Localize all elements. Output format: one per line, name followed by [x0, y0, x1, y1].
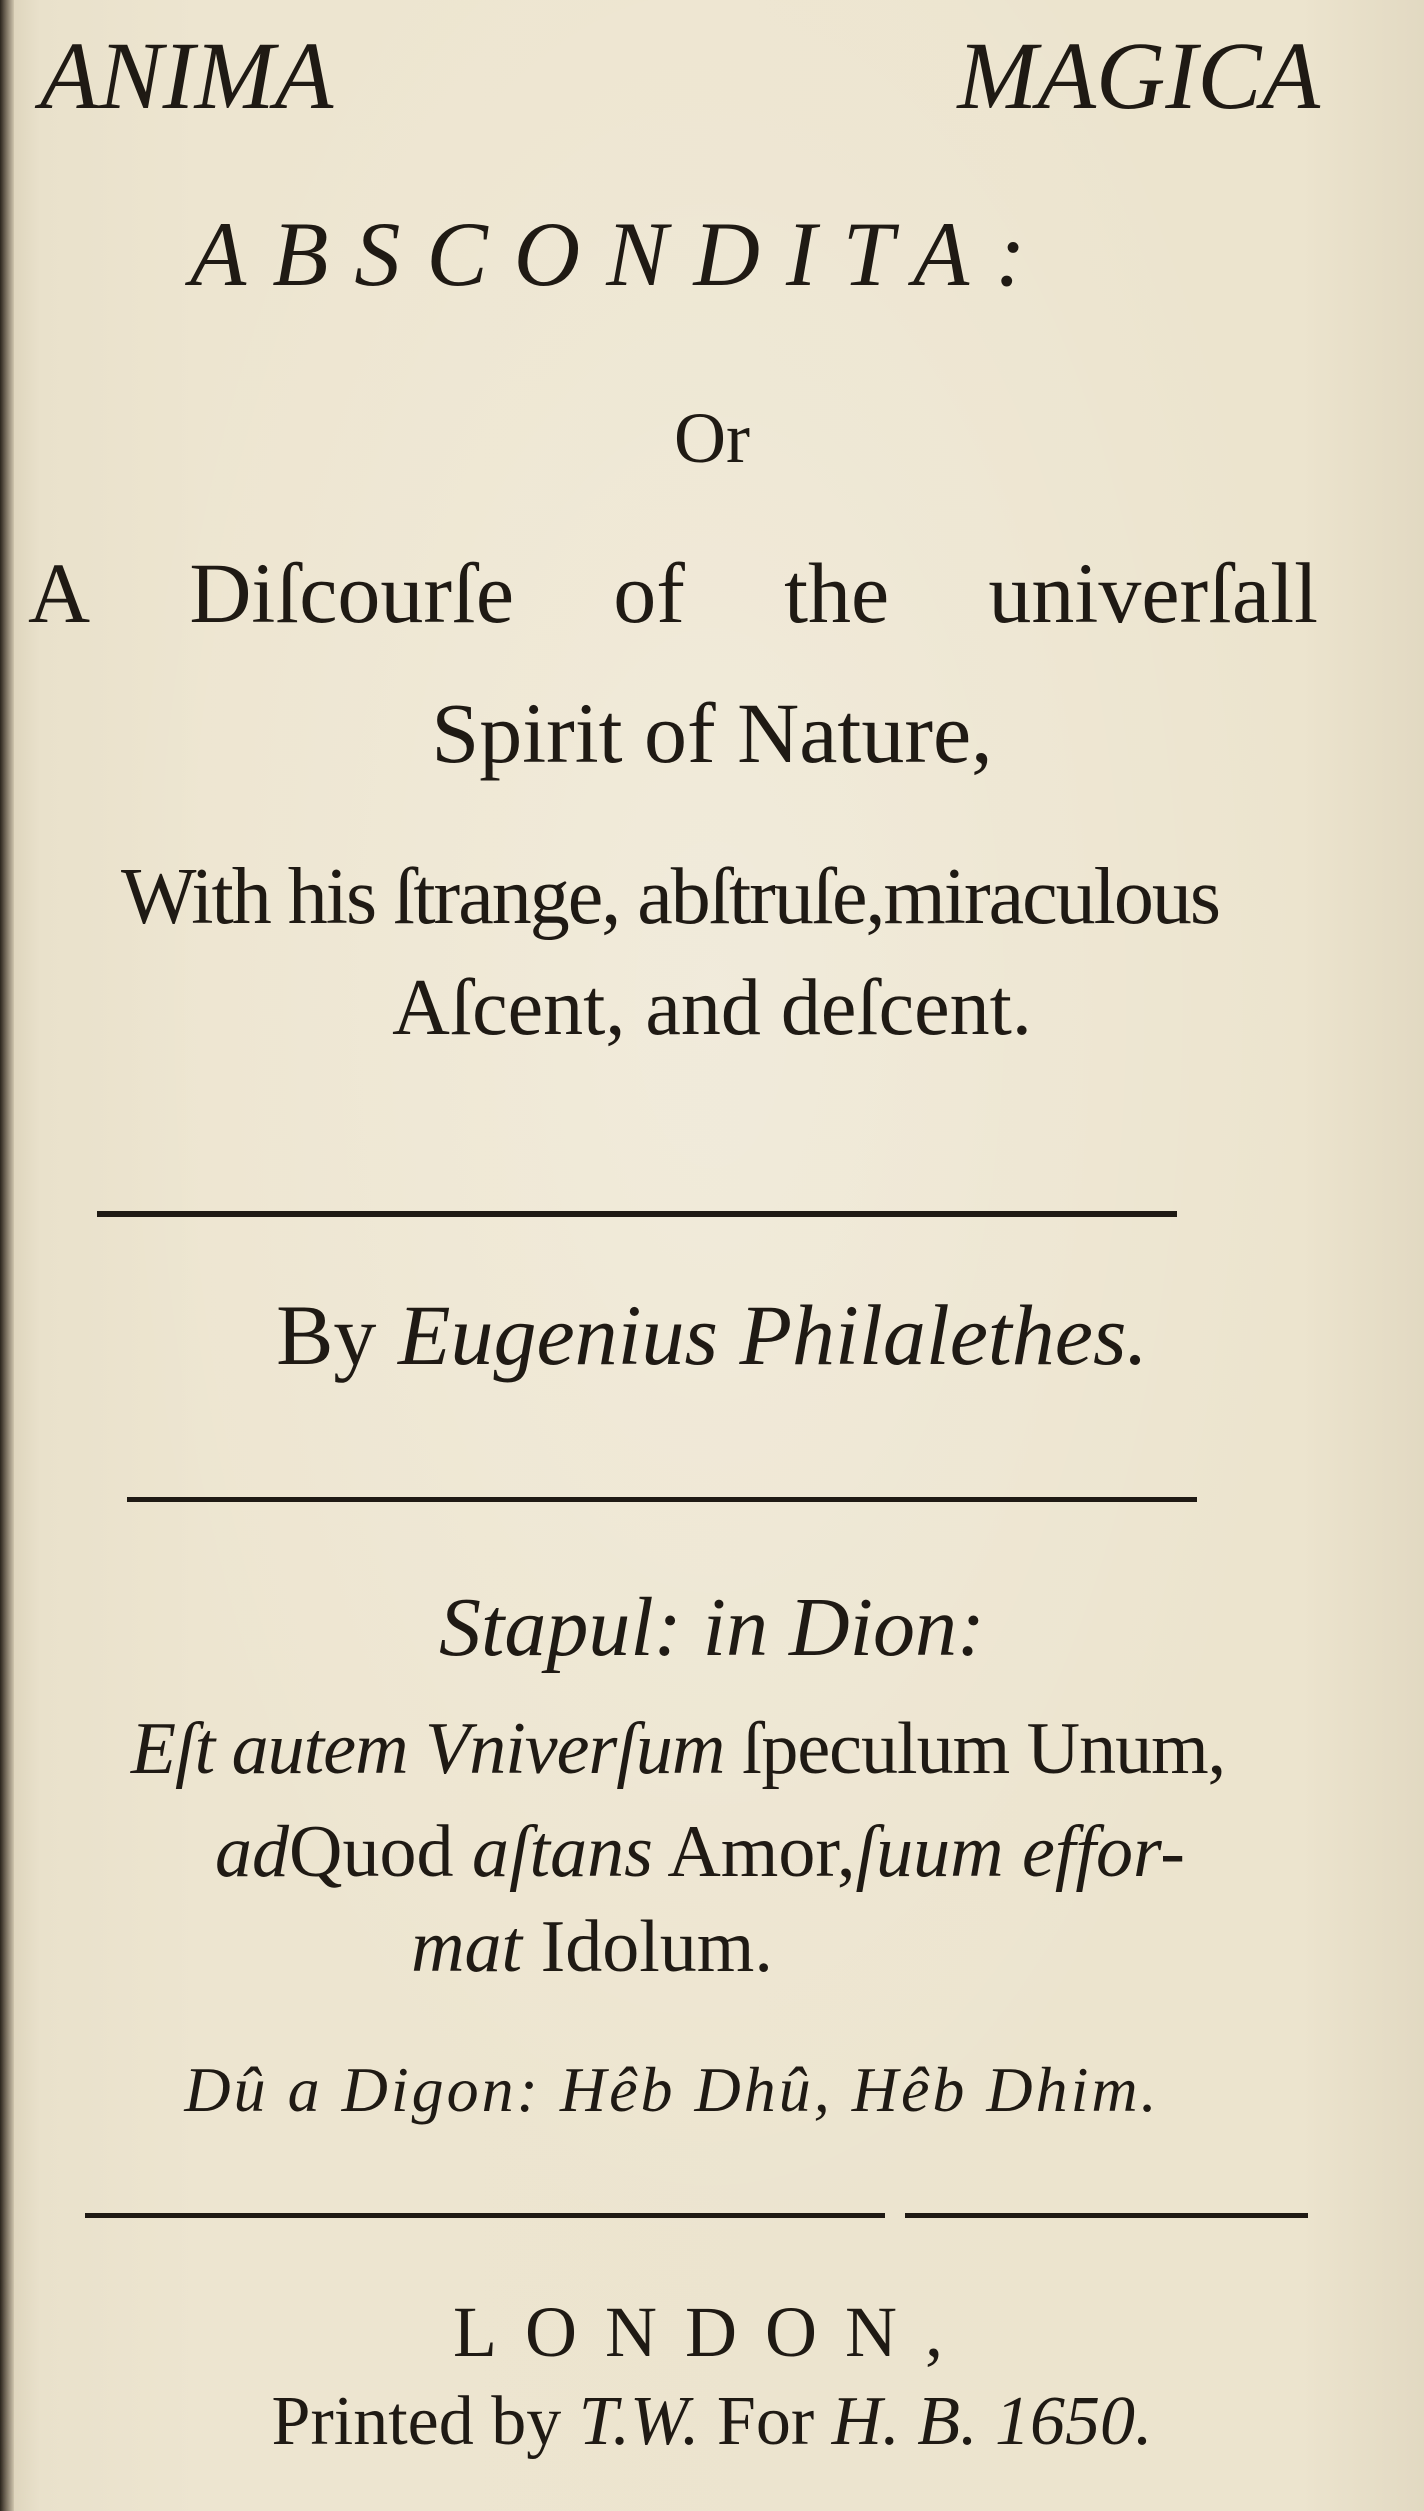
- discourse-word: of: [613, 545, 685, 641]
- author-by: By: [276, 1287, 377, 1383]
- or-connector: Or: [674, 398, 750, 478]
- divider-rule: [127, 1497, 1197, 1502]
- divider-rule: [905, 2213, 1308, 2218]
- imprint-for: For: [716, 2383, 815, 2460]
- discourse-word: univerſall: [988, 545, 1318, 641]
- imprint-city: LONDON,: [453, 2292, 971, 2372]
- motto-italic: ad: [215, 1811, 290, 1893]
- imprint-printed-by: Printed by: [271, 2383, 562, 2460]
- imprint-year: 1650.: [994, 2383, 1153, 2460]
- motto-roman: Quod: [289, 1811, 454, 1893]
- subtitle-line-1: With his ſtrange, abſtruſe,miraculous: [120, 853, 1220, 941]
- title-line-2: ABSCONDITA:: [190, 203, 1052, 305]
- motto-line-1: [28, 1708, 1328, 1790]
- motto-italic: Eſt autem Vniverſum: [130, 1708, 725, 1790]
- imprint-printer: T.W.: [578, 2383, 700, 2460]
- welsh-motto: Dû a Digon: Hêb Dhû, Hêb Dhim.: [184, 2054, 1160, 2125]
- discourse-word: the: [784, 545, 890, 641]
- motto-roman: Idolum.: [540, 1906, 773, 1988]
- divider-rule: [85, 2213, 885, 2218]
- discourse-word: A: [28, 545, 91, 641]
- stapul-line: Stapul: in Dion:: [439, 1581, 985, 1674]
- discourse-word: Diſcourſe: [189, 545, 515, 641]
- author-line: [0, 1287, 1424, 1383]
- motto-roman: ſpeculum Unum,: [741, 1708, 1226, 1790]
- title-word: MAGICA: [957, 22, 1320, 129]
- divider-rule: [97, 1211, 1177, 1217]
- motto-italic: mat: [411, 1906, 523, 1988]
- title-line-1: [40, 22, 1320, 129]
- motto-italic: ſuum effor-: [855, 1811, 1185, 1893]
- motto-roman: Amor,: [667, 1811, 856, 1893]
- discourse-line-2: Spirit of Nature,: [431, 685, 993, 781]
- motto-line-3: [0, 1906, 1304, 1988]
- imprint-bookseller: H. B.: [831, 2383, 978, 2460]
- motto-italic: aſtans: [471, 1811, 653, 1893]
- discourse-line-1: [28, 545, 1318, 641]
- subtitle-line-2: Aſcent, and deſcent.: [392, 964, 1032, 1052]
- motto-line-2: [100, 1811, 1300, 1893]
- book-spine-edge: [0, 0, 14, 2511]
- author-name: Eugenius Philalethes.: [397, 1287, 1148, 1383]
- title-word: ANIMA: [40, 22, 334, 129]
- imprint-line: [0, 2383, 1424, 2460]
